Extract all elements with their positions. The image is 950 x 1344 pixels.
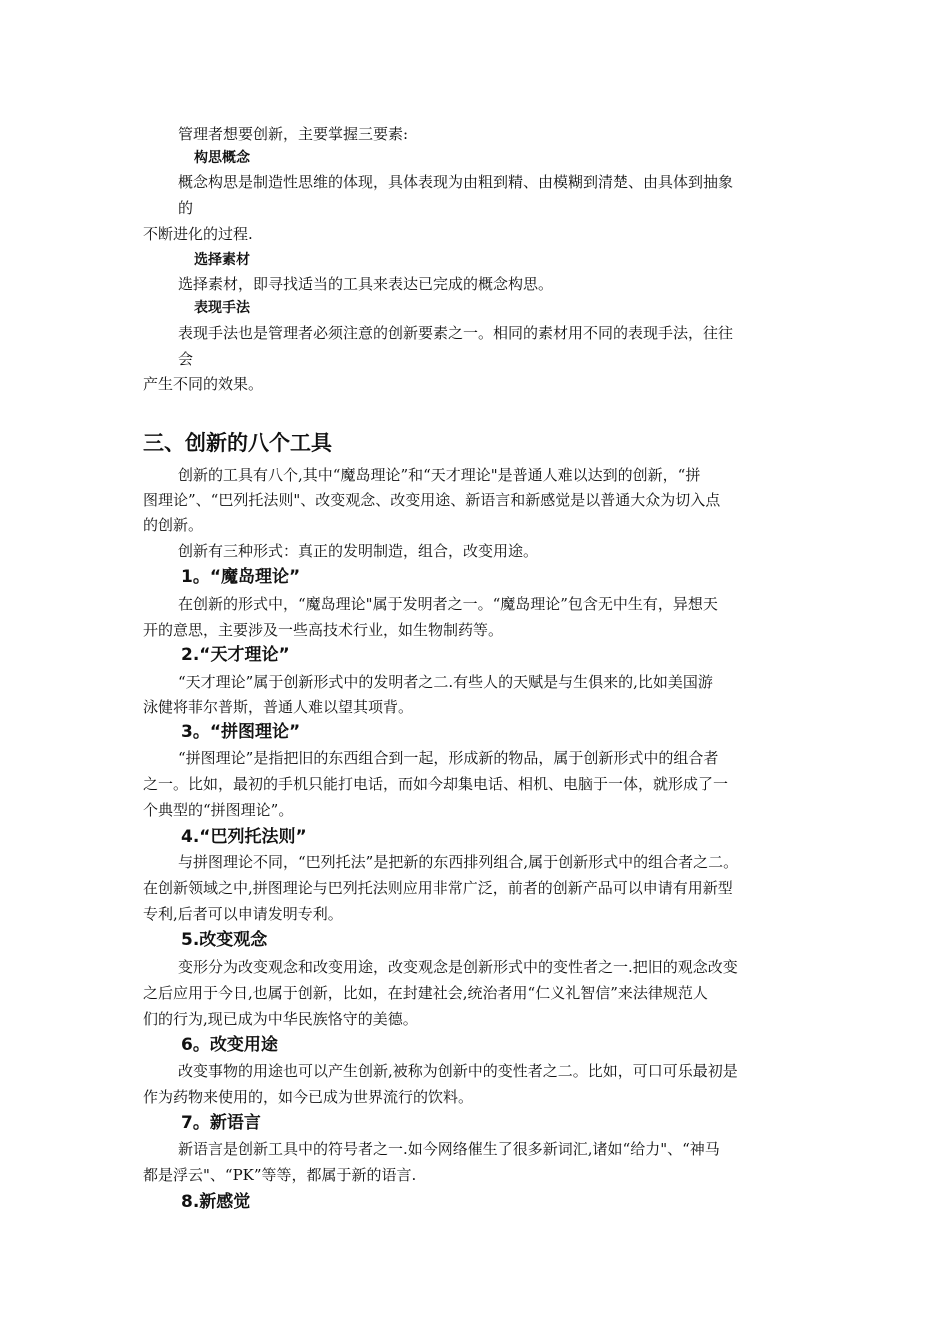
tool-title-8: 8.新感觉 (181, 1192, 251, 1212)
paragraph-line: 之一。比如，最初的手机只能打电话，而如今却集电话、相机、电脑于一体，就形成了一 (143, 775, 729, 793)
paragraph-line: 之后应用于今日,也属于创新，比如，在封建社会,统治者用“仁义礼智信”来法律规范人 (143, 984, 708, 1002)
paragraph-line: 创新有三种形式：真正的发明制造，组合，改变用途。 (178, 542, 539, 560)
paragraph-line: 的 (178, 199, 194, 217)
paragraph-line: 不断进化的过程. (143, 225, 253, 243)
tool-title-1: 1。“魔岛理论” (181, 567, 301, 587)
paragraph-line: “拼图理论”是指把旧的东西组合到一起，形成新的物品，属于创新形式中的组合者 (178, 749, 719, 767)
paragraph-line: 泳健将菲尔普斯，普通人难以望其项背。 (143, 698, 414, 716)
element-heading-technique: 表现手法 (194, 300, 250, 316)
paragraph-line: 个典型的“拼图理论”。 (143, 801, 294, 819)
paragraph-line: 在创新领域之中,拼图理论与巴列托法则应用非常广泛，前者的创新产品可以申请有用新型 (143, 879, 733, 897)
section-title: 三、创新的八个工具 (143, 431, 332, 455)
element-heading-concept: 构思概念 (194, 150, 250, 166)
paragraph-line: 都是浮云"、“PK”等等，都属于新的语言. (143, 1166, 417, 1184)
paragraph-line: 的创新。 (143, 516, 204, 534)
paragraph-line: 表现手法也是管理者必须注意的创新要素之一。相同的素材用不同的表现手法，往往 (178, 324, 734, 342)
intro-lead: 管理者想要创新，主要掌握三要素: (178, 125, 409, 143)
element-heading-material: 选择素材 (194, 252, 250, 268)
paragraph-line: 选择素材，即寻找适当的工具来表达已完成的概念构思。 (178, 275, 554, 293)
paragraph-line: 图理论”、“巴列托法则"、改变观念、改变用途、新语言和新感觉是以普通大众为切入点 (143, 491, 721, 509)
paragraph-line: 会 (178, 350, 194, 368)
paragraph-line: 开的意思，主要涉及一些高技术行业，如生物制药等。 (143, 621, 504, 639)
paragraph-line: 与拼图理论不同，“巴列托法”是把新的东西排列组合,属于创新形式中的组合者之二。 (178, 853, 739, 871)
paragraph-line: “天才理论”属于创新形式中的发明者之二.有些人的天赋是与生俱来的,比如美国游 (178, 673, 713, 691)
paragraph-line: 新语言是创新工具中的符号者之一.如今网络催生了很多新词汇,诸如“给力"、“神马 (178, 1140, 720, 1158)
tool-title-5: 5.改变观念 (181, 930, 268, 950)
tool-title-2: 2.“天才理论” (181, 645, 290, 665)
paragraph-line: 概念构思是制造性思维的体现，具体表现为由粗到精、由模糊到清楚、由具体到抽象 (178, 173, 734, 191)
paragraph-line: 产生不同的效果。 (143, 375, 264, 393)
paragraph-line: 变形分为改变观念和改变用途，改变观念是创新形式中的变性者之一.把旧的观念改变 (178, 958, 738, 976)
paragraph-line: 们的行为,现已成为中华民族恪守的美德。 (143, 1010, 418, 1028)
paragraph-line: 专利,后者可以申请发明专利。 (143, 905, 343, 923)
tool-title-7: 7。新语言 (181, 1113, 261, 1133)
paragraph-line: 作为药物来使用的，如今已成为世界流行的饮料。 (143, 1088, 474, 1106)
tool-title-4: 4.“巴列托法则” (181, 827, 307, 847)
tool-title-3: 3。“拼图理论” (181, 722, 301, 742)
tool-title-6: 6。改变用途 (181, 1035, 278, 1055)
paragraph-line: 创新的工具有八个,其中“魔岛理论”和“天才理论"是普通人难以达到的创新，“拼 (178, 466, 701, 484)
paragraph-line: 在创新的形式中，“魔岛理论"属于发明者之一。“魔岛理论”包含无中生有，异想天 (178, 595, 718, 613)
paragraph-line: 改变事物的用途也可以产生创新,被称为创新中的变性者之二。比如，可口可乐最初是 (178, 1062, 738, 1080)
